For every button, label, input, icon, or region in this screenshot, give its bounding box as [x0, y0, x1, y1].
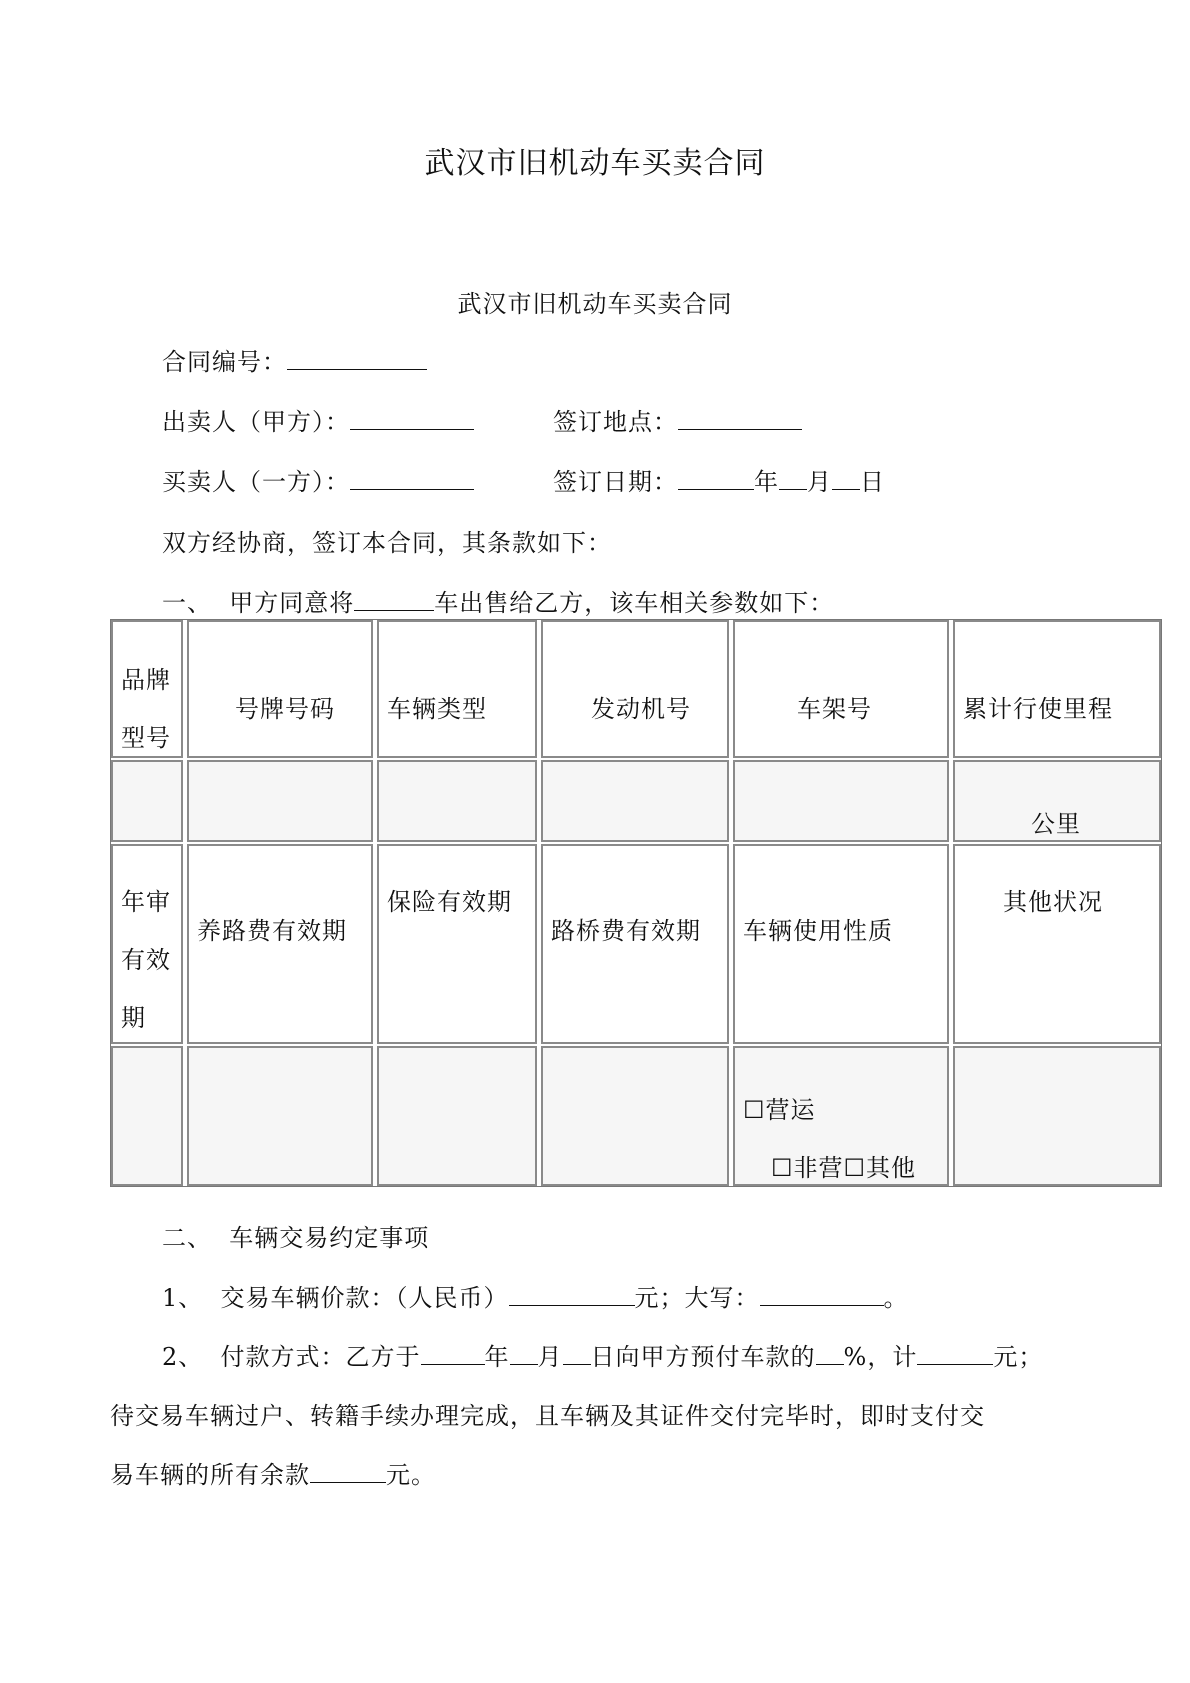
sign-date-label: 签订日期： — [553, 468, 678, 496]
contract-number-label: 合同编号： — [162, 348, 287, 376]
seller-field[interactable] — [350, 407, 474, 430]
price-end: 。 — [883, 1284, 909, 1312]
sign-date-line — [553, 462, 885, 497]
brand-model-value[interactable] — [111, 760, 183, 842]
clause-1-suffix: 车出售给乙方，该车相关参数如下： — [434, 589, 835, 617]
payment-line-2: 待交易车辆过户、转籍手续办理完成，且车辆及其证件交付完毕时，即时支付交 — [110, 1402, 985, 1430]
buyer-line — [162, 462, 474, 497]
price-mid-label: 元；大写： — [634, 1284, 760, 1312]
year-label: 年 — [754, 468, 779, 496]
mileage-unit: 公里 — [1031, 810, 1081, 838]
page-title: 武汉市旧机动车买卖合同 — [424, 146, 766, 181]
other-status-header — [953, 844, 1161, 1044]
sign-year-field[interactable] — [678, 467, 754, 490]
price-line — [162, 1278, 909, 1313]
road-fee-header — [187, 844, 373, 1044]
plate-number-header — [187, 620, 373, 758]
mileage-value[interactable] — [953, 760, 1161, 842]
balance-label: 易车辆的所有余款 — [110, 1461, 310, 1489]
annual-review-header-line1: 年审 — [121, 888, 171, 916]
payment-line-1 — [162, 1337, 1043, 1372]
annual-review-header-line2: 有效 — [121, 946, 171, 974]
payment-yuan-label: 元； — [993, 1343, 1044, 1371]
insurance-header — [377, 844, 537, 1044]
seller-label: 出卖人（甲方）： — [162, 408, 350, 436]
clause-2-title: 二、 车辆交易约定事项 — [162, 1224, 430, 1252]
insurance-value[interactable] — [377, 1046, 537, 1186]
bridge-fee-value[interactable] — [541, 1046, 729, 1186]
sign-place-label: 签订地点： — [553, 408, 678, 436]
buyer-label: 买卖人（一方）： — [162, 468, 350, 496]
clause-1 — [162, 583, 834, 618]
engine-number-header — [541, 620, 729, 758]
month-label: 月 — [807, 468, 832, 496]
bridge-fee-header-text: 路桥费有效期 — [551, 917, 701, 945]
usage-nature-header — [733, 844, 949, 1044]
seller-line — [162, 402, 474, 437]
brand-model-header-line1: 品牌 — [121, 666, 171, 694]
plate-number-header-text: 号牌号码 — [235, 695, 335, 723]
noncommercial-other-checkboxes[interactable]: ☐非营☐其他 — [771, 1154, 917, 1182]
vehicle-field[interactable] — [354, 588, 434, 611]
usage-nature-options — [733, 1046, 949, 1186]
intro-text: 双方经协商，签订本合同，其条款如下： — [162, 529, 612, 557]
day-label: 日 — [860, 468, 885, 496]
payment-amount-field[interactable] — [917, 1342, 993, 1365]
payment-label: 2、 付款方式：乙方于 — [162, 1343, 421, 1371]
bridge-fee-header — [541, 844, 729, 1044]
annual-review-header — [111, 844, 183, 1044]
buyer-field[interactable] — [350, 467, 474, 490]
payment-percent-label: %，计 — [843, 1343, 918, 1371]
other-status-header-text: 其他状况 — [1003, 888, 1103, 916]
usage-nature-header-text: 车辆使用性质 — [743, 917, 893, 945]
vehicle-type-value[interactable] — [377, 760, 537, 842]
sign-month-field[interactable] — [779, 467, 807, 490]
document-title: 武汉市旧机动车买卖合同 — [457, 290, 733, 318]
contract-number-line — [162, 342, 427, 377]
balance-amount-field[interactable] — [310, 1460, 386, 1483]
sign-place-field[interactable] — [678, 407, 802, 430]
vehicle-type-header-text: 车辆类型 — [387, 695, 487, 723]
vehicle-type-header — [377, 620, 537, 758]
payment-line-3 — [110, 1455, 436, 1490]
annual-review-value[interactable] — [111, 1046, 183, 1186]
road-fee-header-text: 养路费有效期 — [197, 917, 347, 945]
plate-number-value[interactable] — [187, 760, 373, 842]
insurance-header-text: 保险有效期 — [387, 888, 512, 916]
payment-year-field[interactable] — [421, 1342, 485, 1365]
mileage-header-text: 累计行使里程 — [963, 695, 1113, 723]
engine-number-header-text: 发动机号 — [591, 695, 691, 723]
vehicle-parameters-table — [110, 619, 1162, 1187]
payment-month-field[interactable] — [510, 1342, 538, 1365]
road-fee-value[interactable] — [187, 1046, 373, 1186]
payment-day-field[interactable] — [563, 1342, 591, 1365]
balance-yuan-label: 元。 — [386, 1461, 436, 1489]
price-uppercase-field[interactable] — [760, 1283, 884, 1306]
engine-number-value[interactable] — [541, 760, 729, 842]
brand-model-header — [111, 620, 183, 758]
payment-percent-field[interactable] — [816, 1342, 844, 1365]
sign-day-field[interactable] — [832, 467, 860, 490]
frame-number-value[interactable] — [733, 760, 949, 842]
commercial-checkbox[interactable]: ☐营运 — [743, 1096, 816, 1124]
annual-review-header-line3: 期 — [121, 1004, 146, 1032]
contract-number-field[interactable] — [287, 347, 427, 370]
clause-1-prefix: 一、 甲方同意将 — [162, 589, 355, 617]
mileage-header — [953, 620, 1161, 758]
price-amount-field[interactable] — [509, 1283, 635, 1306]
sign-place-line — [553, 402, 802, 437]
payment-year-label: 年 — [484, 1343, 510, 1371]
frame-number-header-text: 车架号 — [797, 695, 872, 723]
payment-month-label: 月 — [537, 1343, 563, 1371]
payment-day-label: 日向甲方预付车款的 — [590, 1343, 816, 1371]
frame-number-header — [733, 620, 949, 758]
brand-model-header-line2: 型号 — [121, 724, 171, 752]
other-status-value[interactable] — [953, 1046, 1161, 1186]
price-label: 1、 交易车辆价款：（人民币） — [162, 1284, 509, 1312]
